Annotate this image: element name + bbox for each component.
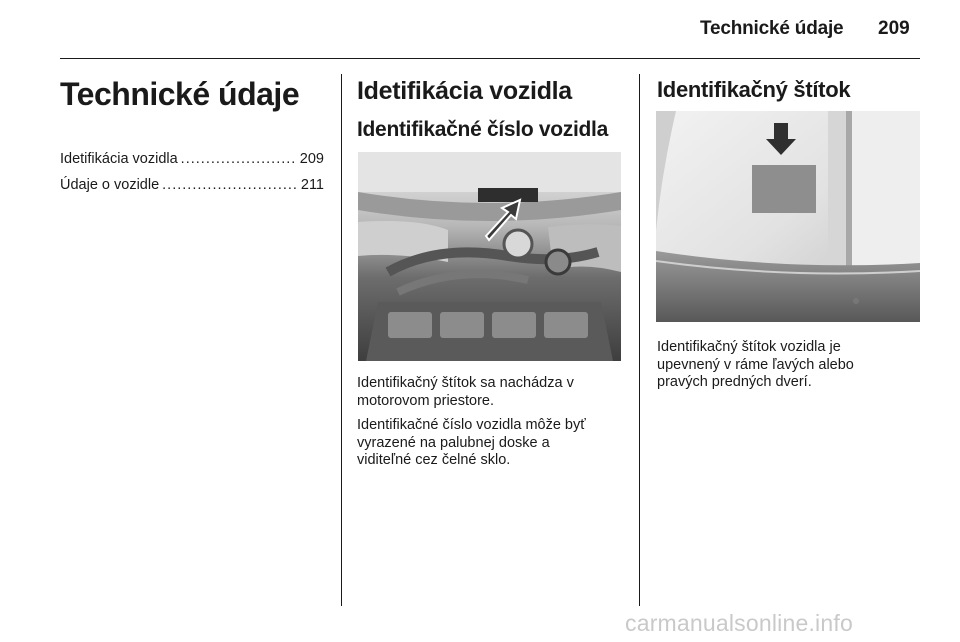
vin-description [357,375,627,477]
toc-leader-dots [181,151,297,167]
column-divider-1 [341,74,342,606]
toc-leader-dots [162,177,298,193]
running-header-title: Technické údaje [700,18,844,39]
toc-entry-page: 209 [299,151,324,167]
engine-bay-photo [358,152,621,361]
table-of-contents [60,151,324,203]
page-number: 209 [878,18,910,39]
text-line: Identifikačný štítok vozidla je [657,339,841,355]
section-title-identification: Idetifikácia vozidla [357,77,572,105]
text-line: viditeľné cez čelné sklo. [357,452,511,468]
toc-entry[interactable] [60,177,324,203]
header-rule [60,58,920,59]
text-line: vyrazené na palubnej doske a [357,434,550,451]
text-line: Identifikačné číslo vozidla môže byť [357,417,586,433]
toc-entry-label: Údaje o vozidle [60,177,160,193]
chapter-title: Technické údaje [60,76,300,112]
text-line: pravých predných dverí. [657,374,812,390]
column-divider-2 [639,74,640,606]
door-frame-photo [656,111,920,322]
subsection-title-vin: Identifikačné číslo vozidla [357,118,608,141]
text-line: upevnený v ráme ľavých alebo [657,356,854,373]
plate-description [657,339,922,392]
toc-entry-page: 211 [300,177,324,193]
paragraph [357,375,627,410]
paragraph [357,417,627,470]
watermark: carmanualsonline.info [625,610,853,636]
text-line: Identifikačný štítok sa nachádza v [357,375,574,391]
section-title-plate: Identifikačný štítok [657,77,851,102]
toc-entry-label: Idetifikácia vozidla [60,151,178,167]
text-line: motorovom priestore. [357,392,494,409]
toc-entry[interactable] [60,151,324,177]
